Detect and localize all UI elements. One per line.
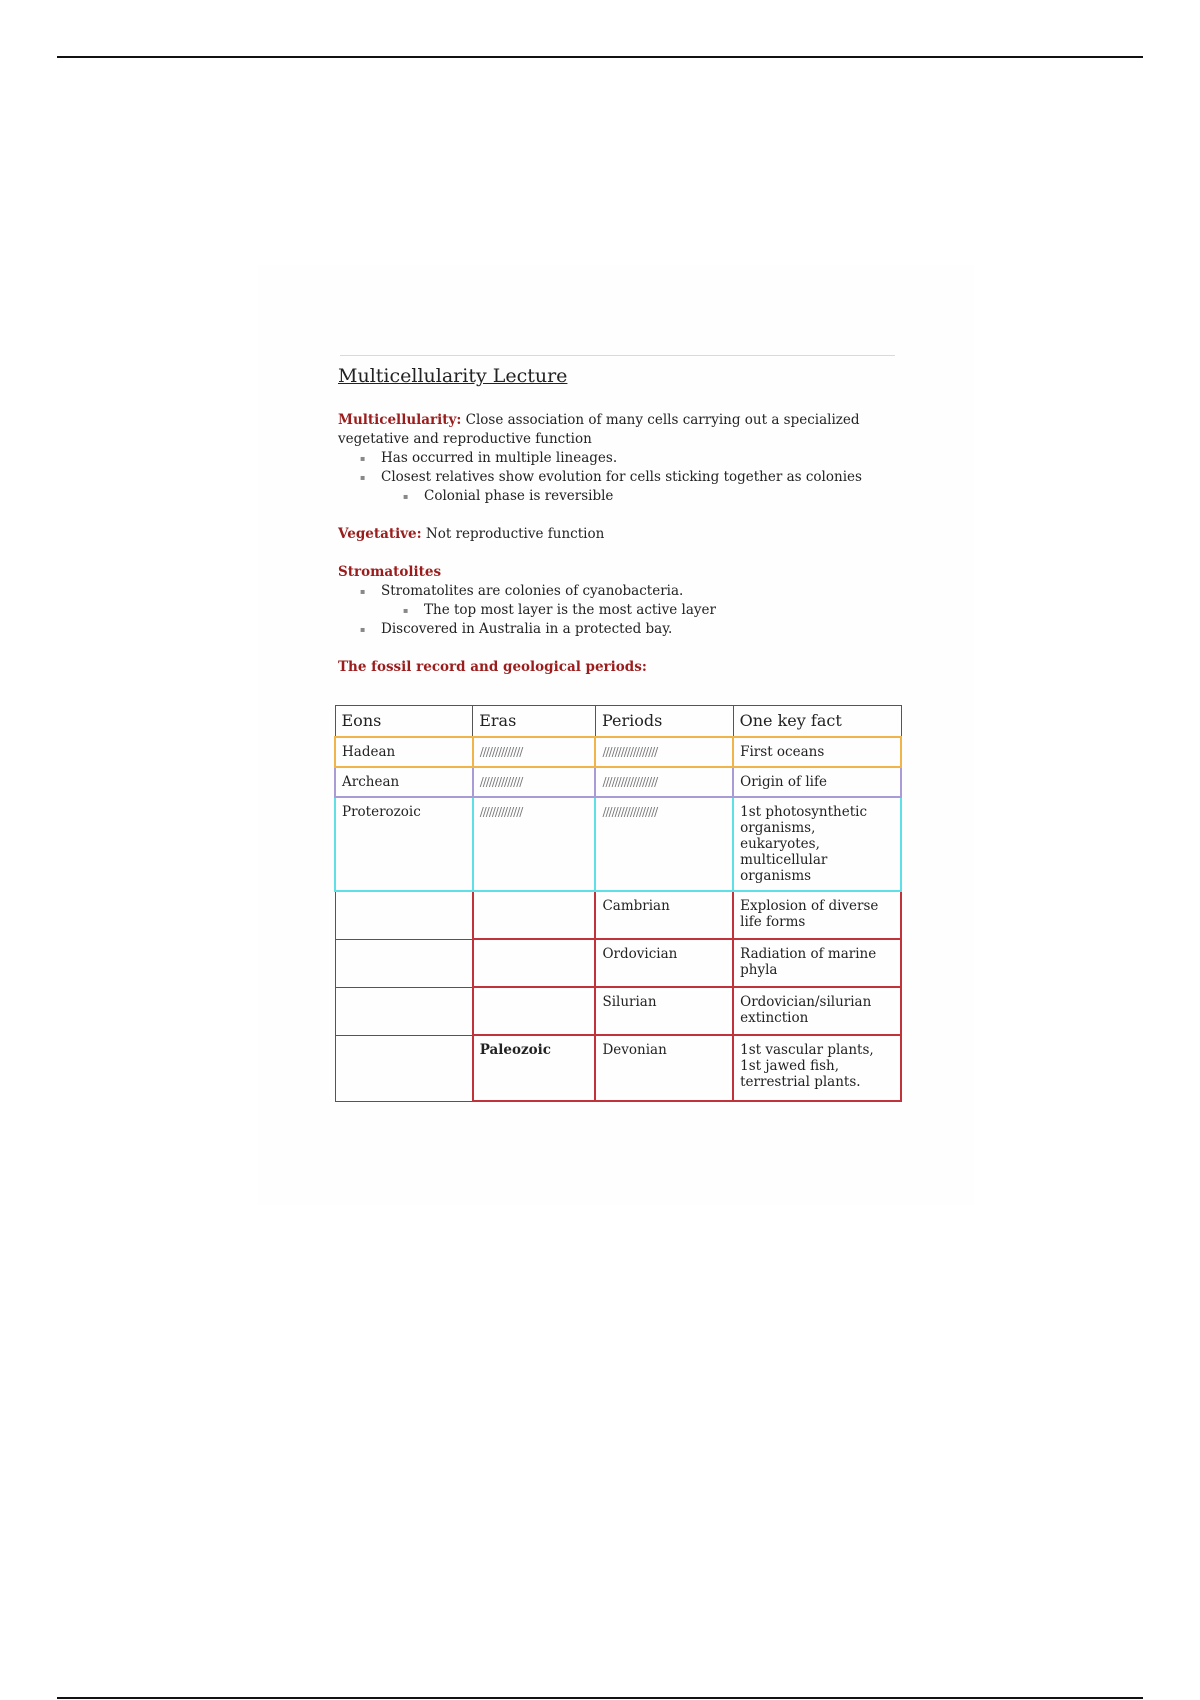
header-rule bbox=[340, 355, 895, 356]
list-item: ▪ Discovered in Australia in a protected bay. bbox=[338, 620, 908, 639]
cell-eon bbox=[335, 891, 473, 939]
header-key-fact: One key fact bbox=[733, 706, 901, 738]
header-eras: Eras bbox=[473, 706, 596, 738]
cell-fact: 1st vascular plants, 1st jawed fish, terrestrial plants. bbox=[733, 1035, 901, 1101]
list-item-sub: ▪ Colonial phase is reversible bbox=[338, 487, 908, 506]
cell-eon: Proterozoic bbox=[335, 797, 473, 891]
cell-fact: Explosion of diverse life forms bbox=[733, 891, 901, 939]
document-page bbox=[258, 265, 974, 1205]
cell-eon bbox=[335, 939, 473, 987]
cell-era: ////////////// bbox=[473, 767, 596, 797]
cell-era bbox=[473, 939, 596, 987]
definition-multicellularity-text: Close association of many cells carrying out a specialized vegetative and reproductive function bbox=[338, 412, 860, 447]
cell-period: ////////////////// bbox=[595, 737, 733, 767]
definition-vegetative bbox=[338, 525, 908, 544]
list-item: ▪ Stromatolites are colonies of cyanobacteria. bbox=[338, 582, 908, 601]
term-multicellularity: Multicellularity: bbox=[338, 412, 462, 428]
header-eons: Eons bbox=[335, 706, 473, 738]
cell-era: ////////////// bbox=[473, 737, 596, 767]
table-row bbox=[335, 797, 901, 891]
heading-fossil-record: The fossil record and geological periods: bbox=[338, 659, 647, 675]
list-item-sub: ▪ The top most layer is the most active layer bbox=[338, 601, 908, 620]
geological-table bbox=[334, 705, 902, 1102]
definition-vegetative-text: Not reproductive function bbox=[421, 526, 605, 542]
header-periods: Periods bbox=[595, 706, 733, 738]
cell-eon: Archean bbox=[335, 767, 473, 797]
heading-stromatolites: Stromatolites bbox=[338, 564, 442, 580]
cell-era: ////////////// bbox=[473, 797, 596, 891]
cell-fact: 1st photosynthetic organisms, eukaryotes, multicellular organisms bbox=[733, 797, 901, 891]
list-item: ▪ Has occurred in multiple lineages. bbox=[338, 449, 908, 468]
cell-eon bbox=[335, 987, 473, 1035]
table-row bbox=[335, 987, 901, 1035]
multicellularity-list bbox=[338, 449, 908, 506]
cell-period: ////////////////// bbox=[595, 797, 733, 891]
table-row bbox=[335, 767, 901, 797]
cell-fact: Radiation of marine phyla bbox=[733, 939, 901, 987]
cell-era: Paleozoic bbox=[473, 1035, 596, 1101]
cell-fact: Origin of life bbox=[733, 767, 901, 797]
top-rule bbox=[57, 56, 1143, 58]
cell-era bbox=[473, 987, 596, 1035]
table-header-row bbox=[335, 706, 901, 738]
table-row bbox=[335, 939, 901, 987]
list-item: ▪ Closest relatives show evolution for cells sticking together as colonies bbox=[338, 468, 908, 487]
cell-eon bbox=[335, 1035, 473, 1101]
definition-multicellularity bbox=[338, 411, 908, 449]
document-title: Multicellularity Lecture bbox=[338, 365, 568, 387]
stromatolites-list bbox=[338, 582, 908, 639]
table-row bbox=[335, 1035, 901, 1101]
cell-eon: Hadean bbox=[335, 737, 473, 767]
cell-period: Ordovician bbox=[595, 939, 733, 987]
cell-era bbox=[473, 891, 596, 939]
bottom-rule bbox=[57, 1697, 1143, 1699]
term-vegetative: Vegetative: bbox=[338, 526, 422, 542]
cell-period: Silurian bbox=[595, 987, 733, 1035]
cell-period: Cambrian bbox=[595, 891, 733, 939]
cell-period: Devonian bbox=[595, 1035, 733, 1101]
cell-fact: Ordovician/silurian extinction bbox=[733, 987, 901, 1035]
cell-period: ////////////////// bbox=[595, 767, 733, 797]
cell-fact: First oceans bbox=[733, 737, 901, 767]
table-row bbox=[335, 891, 901, 939]
document-body bbox=[338, 363, 908, 677]
table-row bbox=[335, 737, 901, 767]
